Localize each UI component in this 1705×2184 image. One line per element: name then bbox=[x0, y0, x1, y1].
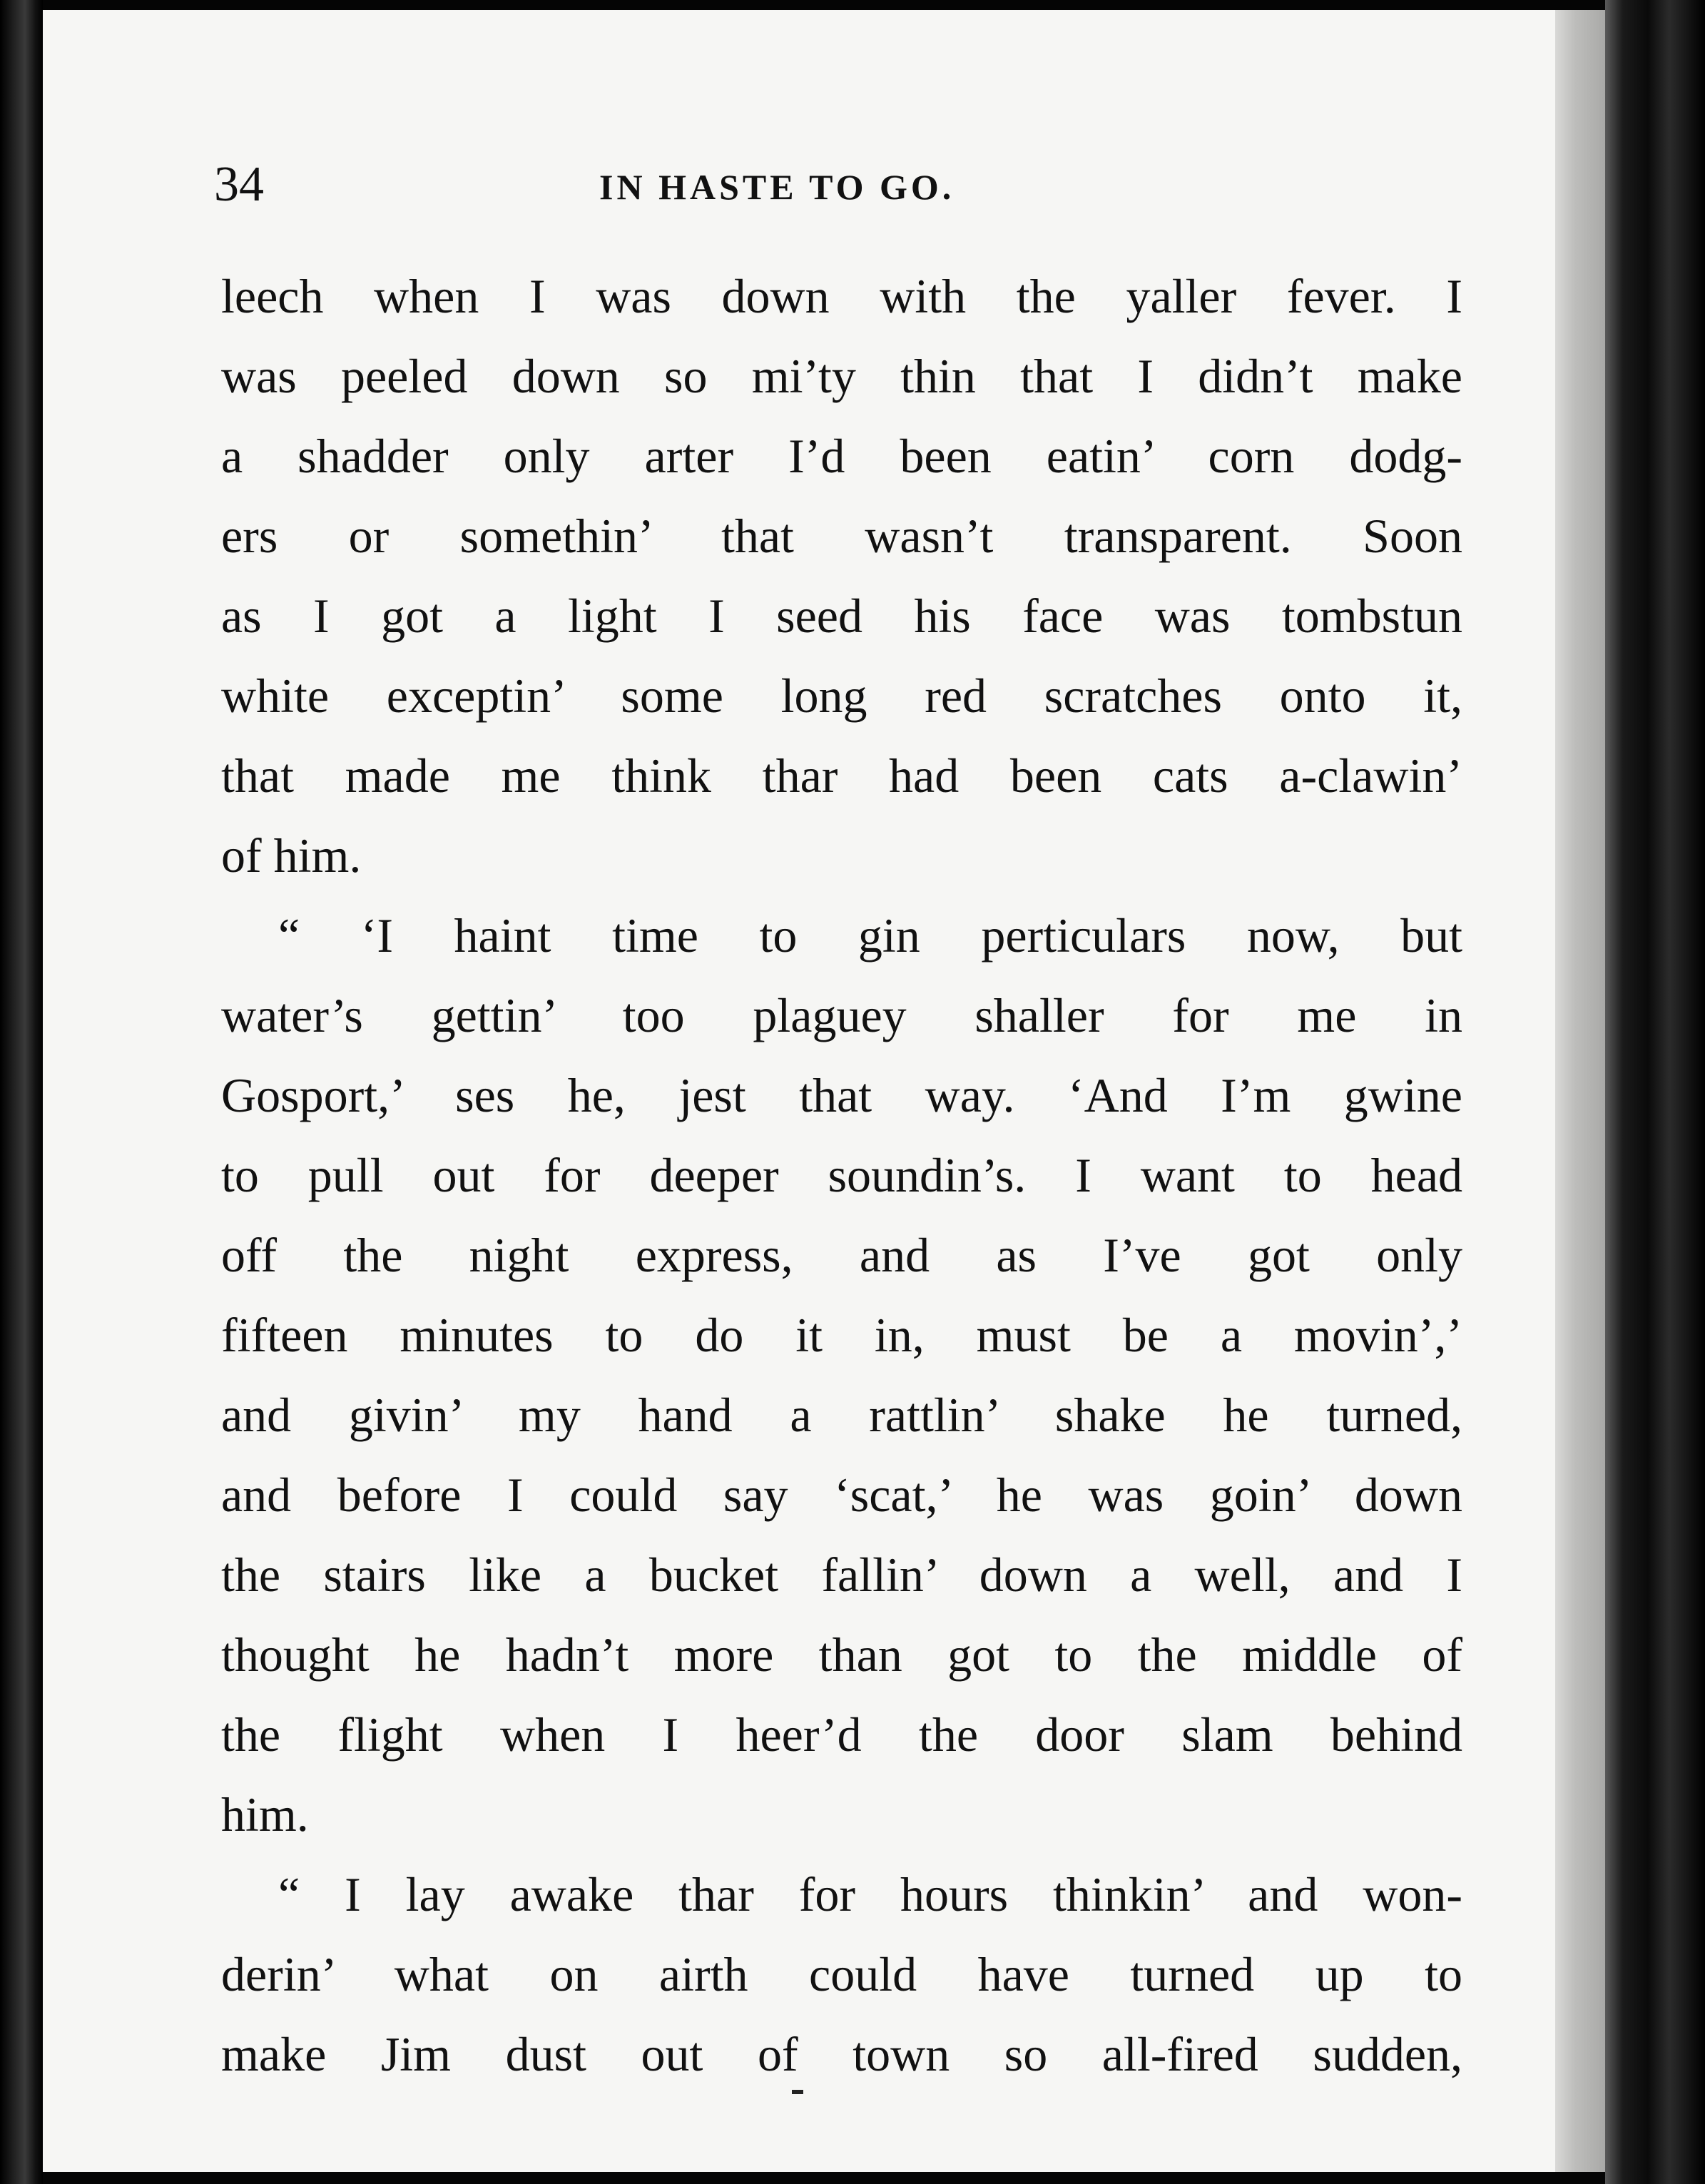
text-line: that made me think thar had been cats a-clawin’ bbox=[221, 748, 1462, 803]
text-line: ers or somethin’ that wasn’t transparent. Soon bbox=[221, 509, 1462, 563]
text-line: leech when I was down with the yaller fever. I bbox=[221, 269, 1462, 323]
text-line: and before I could say ‘scat,’ he was goin’ down bbox=[221, 1468, 1462, 1522]
text-line: the stairs like a bucket fallin’ down a well, and I bbox=[221, 1548, 1462, 1602]
page-edge-shading bbox=[1555, 10, 1605, 2172]
text-line: “ I lay awake thar for hours thinkin’ and won- bbox=[278, 1867, 1462, 1921]
text-line: the flight when I heer’d the door slam behind bbox=[221, 1707, 1462, 1762]
book-binding-edge bbox=[0, 0, 43, 2184]
text-line: “ ‘I haint time to gin perticulars now, but bbox=[278, 908, 1462, 963]
text-line: of him. bbox=[221, 828, 362, 883]
text-line: was peeled down so mi’ty thin that I didn’t make bbox=[221, 349, 1462, 403]
scan-right-shadow bbox=[1605, 0, 1705, 2184]
text-line: fifteen minutes to do it in, must be a movin’,’ bbox=[221, 1308, 1462, 1362]
page-number: 34 bbox=[214, 157, 264, 212]
text-line: Gosport,’ ses he, jest that way. ‘And I’m gwine bbox=[221, 1068, 1462, 1122]
text-line: him. bbox=[221, 1787, 309, 1842]
text-line: and givin’ my hand a rattlin’ shake he turned, bbox=[221, 1388, 1462, 1442]
text-line: water’s gettin’ too plaguey shaller for me in bbox=[221, 988, 1462, 1042]
text-line: to pull out for deeper soundin’s. I want to head bbox=[221, 1148, 1462, 1202]
text-line: white exceptin’ some long red scratches onto it, bbox=[221, 669, 1462, 723]
text-line: make Jim dust out of town so all-fired sudden, bbox=[221, 2027, 1462, 2081]
text-line: as I got a light I seed his face was tombstun bbox=[221, 589, 1462, 643]
text-line: derin’ what on airth could have turned up to bbox=[221, 1947, 1462, 2001]
running-head bbox=[43, 156, 1598, 213]
body-text bbox=[221, 256, 1462, 2094]
text-line: a shadder only arter I’d been eatin’ corn dodg- bbox=[221, 429, 1462, 483]
book-page bbox=[43, 10, 1598, 2172]
text-line: thought he hadn’t more than got to the middle of bbox=[221, 1627, 1462, 1682]
print-mark bbox=[792, 2090, 803, 2094]
text-line: off the night express, and as I’ve got only bbox=[221, 1228, 1462, 1282]
running-title: IN HASTE TO GO. bbox=[599, 167, 955, 207]
